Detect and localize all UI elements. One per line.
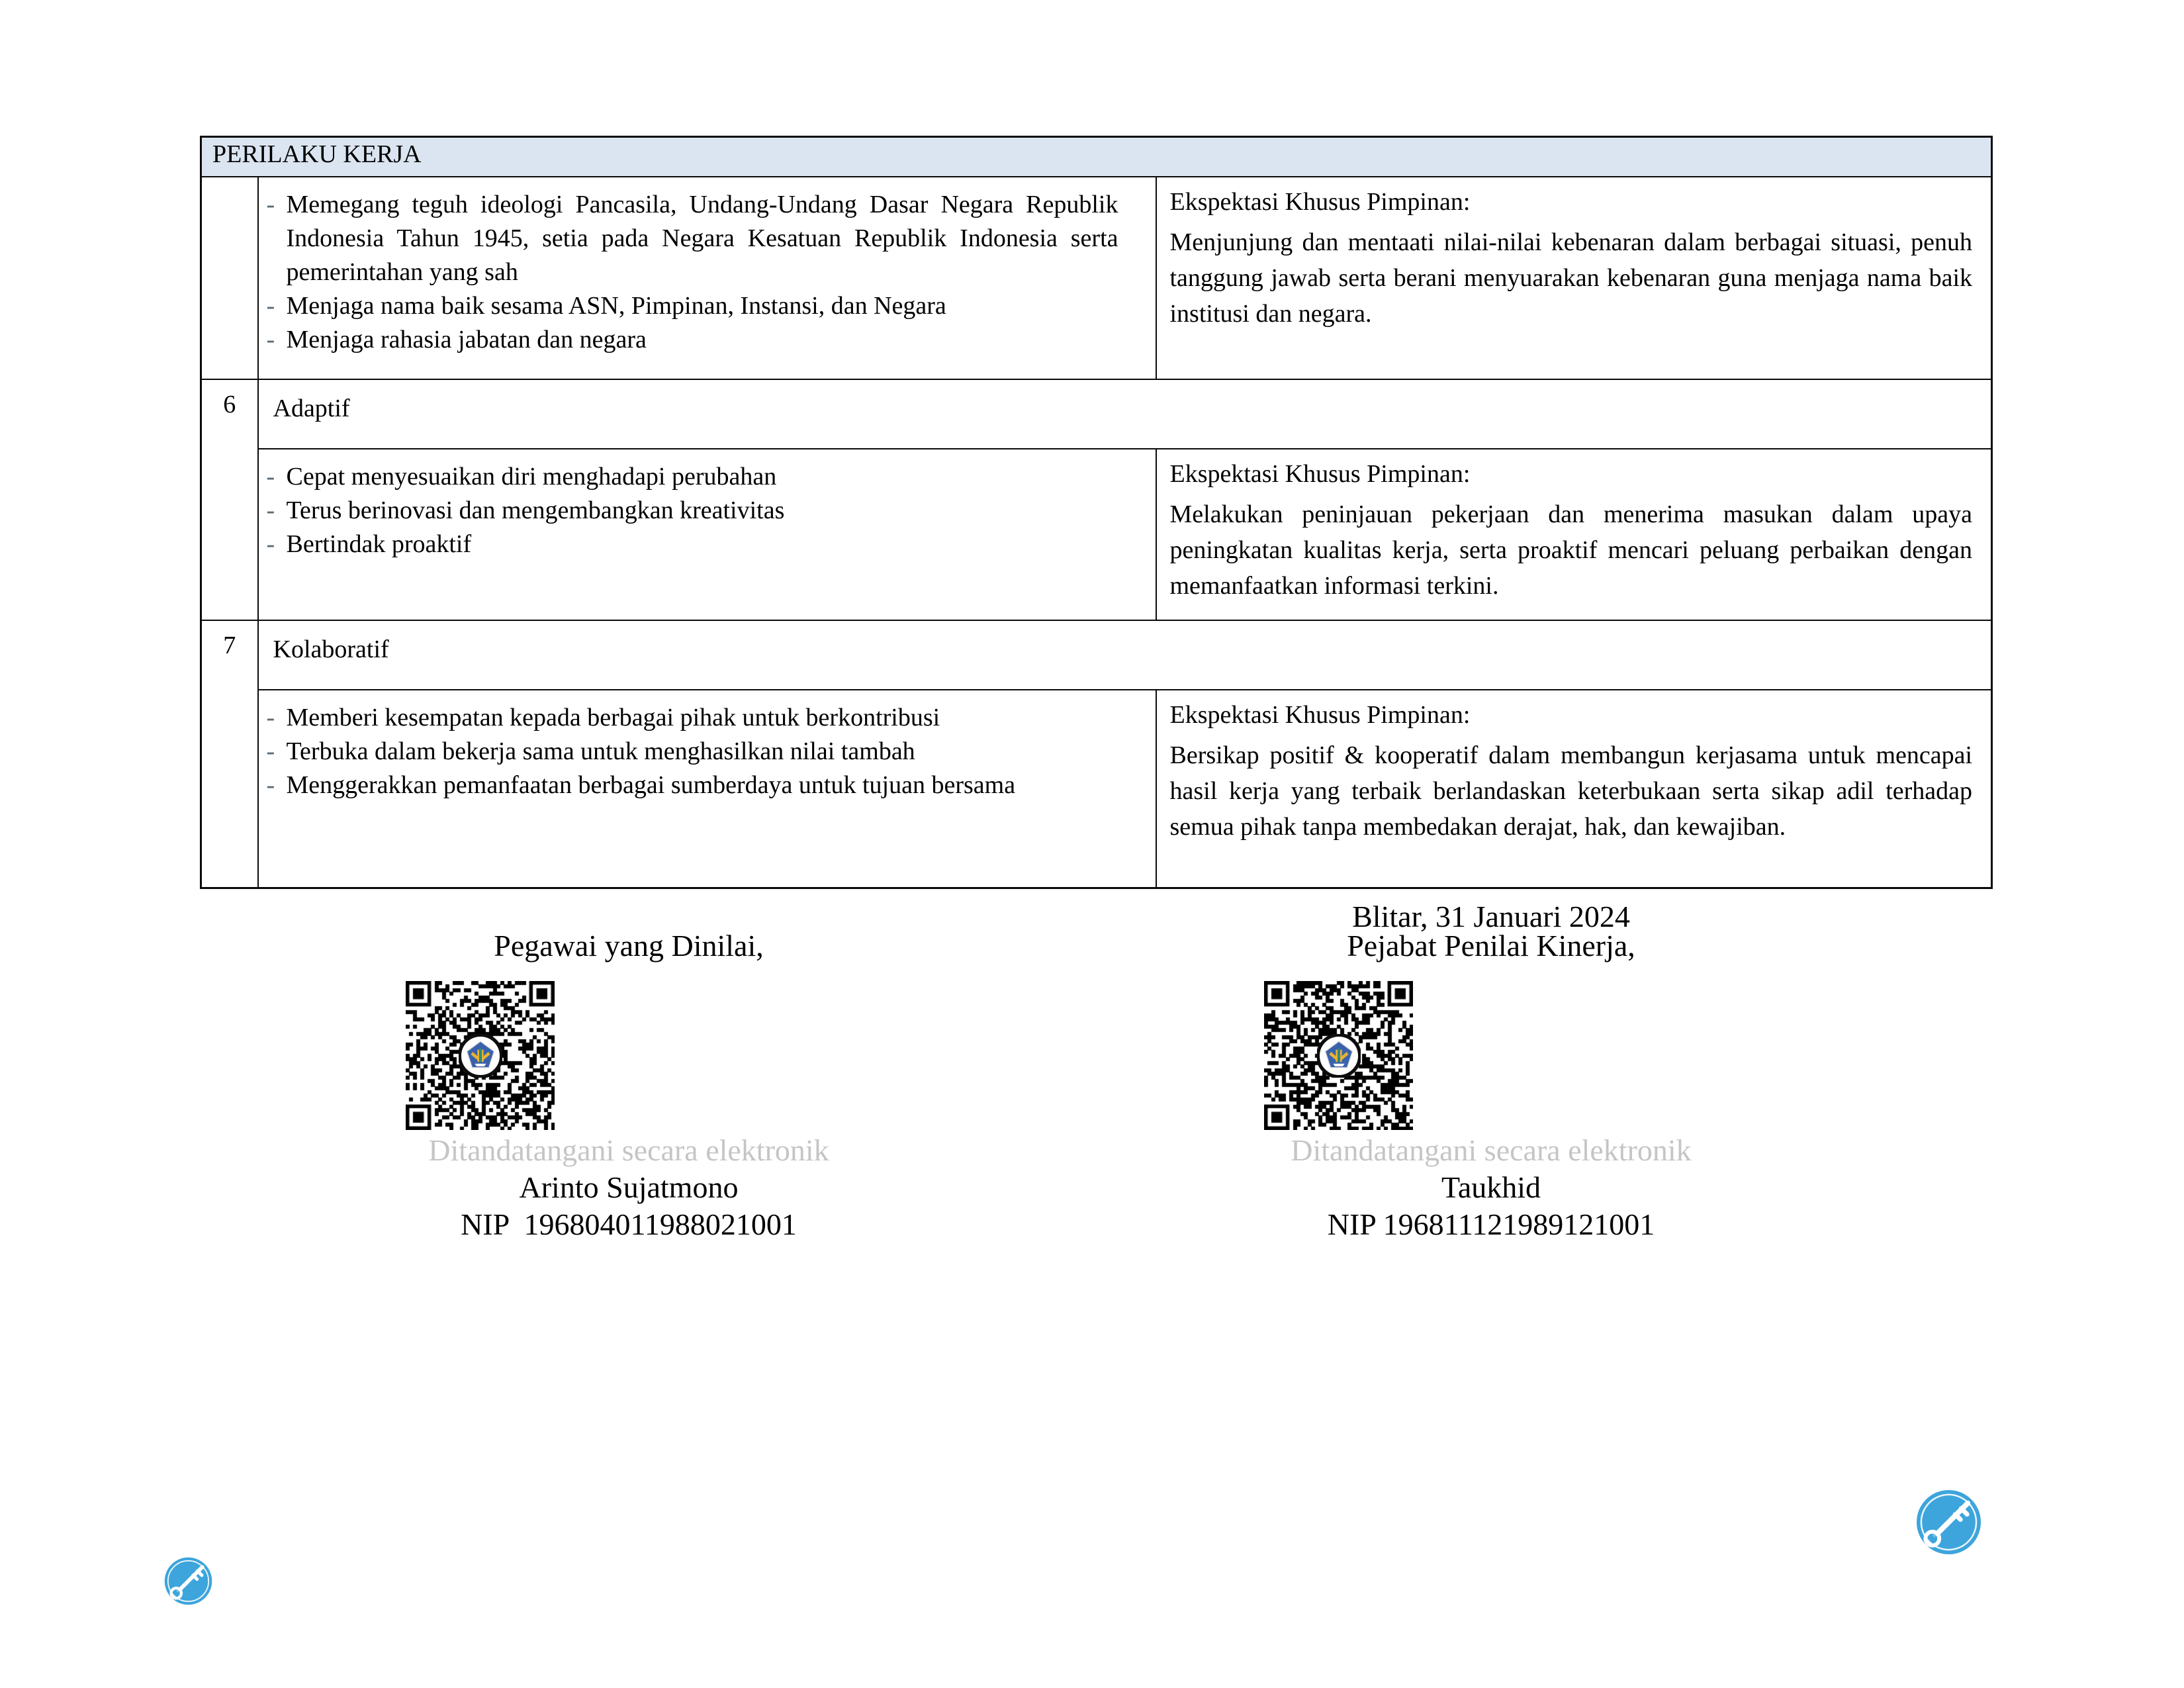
behavior-point bbox=[267, 289, 1118, 323]
behavior-point bbox=[267, 494, 1118, 528]
behavior-point bbox=[267, 188, 1118, 289]
behavior-title-cell: Adaptif bbox=[258, 379, 1992, 449]
bullet-dash-icon: - bbox=[266, 530, 275, 558]
behavior-point-text: Bertindak proaktif bbox=[286, 530, 472, 558]
qr-code-icon bbox=[1264, 981, 1413, 1130]
esign-note: Ditandatangani secara elektronik bbox=[1291, 1133, 1692, 1167]
qr-code-icon bbox=[406, 981, 555, 1130]
expectation-cell bbox=[1156, 177, 1992, 379]
signer-name: Taukhid bbox=[1441, 1170, 1541, 1204]
row-number-cell: 6 bbox=[201, 379, 258, 620]
bullet-dash-icon: - bbox=[266, 463, 275, 491]
esign-note: Ditandatangani secara elektronik bbox=[428, 1133, 829, 1167]
behavior-point bbox=[267, 735, 1118, 769]
behavior-point-text: Menggerakkan pemanfaatan berbagai sumberdaya untuk tujuan bersama bbox=[286, 771, 1016, 799]
bullet-dash-icon: - bbox=[266, 496, 275, 524]
bullet-dash-icon: - bbox=[266, 737, 275, 765]
table-row bbox=[201, 620, 1992, 690]
signer-nip: NIP 196811121989121001 bbox=[1327, 1207, 1655, 1241]
behavior-point-text: Menjaga nama baik sesama ASN, Pimpinan, Instansi, dan Negara bbox=[286, 292, 946, 320]
signer-nip: NIP 196804011988021001 bbox=[461, 1207, 797, 1241]
esign-key-logo-icon bbox=[164, 1557, 212, 1605]
table-row bbox=[201, 379, 1992, 449]
behavior-point-text: Menjaga rahasia jabatan dan negara bbox=[286, 326, 647, 353]
expectation-label: Ekspektasi Khusus Pimpinan: bbox=[1169, 701, 1471, 729]
behavior-points-cell bbox=[258, 690, 1156, 888]
kemenkeu-logo-icon bbox=[459, 1034, 502, 1078]
table-section-header: PERILAKU KERJA bbox=[201, 137, 1992, 177]
behavior-title-cell: Kolaboratif bbox=[258, 620, 1992, 690]
row-number-cell bbox=[201, 177, 258, 379]
signature-block-assessor bbox=[1226, 882, 1756, 1266]
kemenkeu-logo-icon bbox=[1317, 1034, 1361, 1078]
bullet-dash-icon: - bbox=[266, 292, 275, 320]
table-row bbox=[201, 690, 1992, 888]
row-number-cell: 7 bbox=[201, 620, 258, 888]
bullet-dash-icon: - bbox=[266, 326, 275, 353]
expectation-cell bbox=[1156, 690, 1992, 888]
signer-role: Pejabat Penilai Kinerja, bbox=[1347, 929, 1635, 962]
table-row bbox=[201, 177, 1992, 379]
behavior-point bbox=[267, 701, 1118, 735]
table-row bbox=[201, 449, 1992, 620]
expectation-text: Bersikap positif & kooperatif dalam membangun kerjasama untuk mencapai hasil kerja yang terbaik berlandaskan keterbukaan serta sikap adil terhadap semua pihak tanpa membedakan derajat, hak, dan kewajiban. bbox=[1169, 741, 1973, 841]
bullet-dash-icon: - bbox=[266, 704, 275, 731]
signer-name: Arinto Sujatmono bbox=[519, 1170, 739, 1204]
expectation-label: Ekspektasi Khusus Pimpinan: bbox=[1169, 188, 1471, 216]
expectation-text: Menjunjung dan mentaati nilai-nilai kebenaran dalam berbagai situasi, penuh tanggung jawab serta berani menyuarakan kebenaran guna menjaga nama baik institusi dan negara. bbox=[1169, 228, 1973, 328]
esign-key-logo-icon bbox=[1916, 1489, 1981, 1555]
expectation-cell bbox=[1156, 449, 1992, 620]
bullet-dash-icon: - bbox=[266, 771, 275, 799]
behavior-point-text: Terus berinovasi dan mengembangkan kreativitas bbox=[286, 496, 785, 524]
expectation-label: Ekspektasi Khusus Pimpinan: bbox=[1169, 460, 1471, 488]
behavior-point-text: Terbuka dalam bekerja sama untuk menghasilkan nilai tambah bbox=[286, 737, 915, 765]
behavior-point bbox=[267, 460, 1118, 494]
behavior-point bbox=[267, 323, 1118, 357]
behavior-point-text: Memberi kesempatan kepada berbagai pihak untuk berkontribusi bbox=[286, 704, 940, 731]
bullet-dash-icon: - bbox=[266, 191, 275, 218]
expectation-text: Melakukan peninjauan pekerjaan dan menerima masukan dalam upaya peningkatan kualitas kerja, serta proaktif mencari peluang perbaikan dengan memanfaatkan informasi terkini. bbox=[1169, 500, 1973, 600]
behavior-point-text: Cepat menyesuaikan diri menghadapi perubahan bbox=[286, 463, 777, 491]
behavior-point-text: Memegang teguh ideologi Pancasila, Undang-Undang Dasar Negara Republik Indonesia Tahun 1945, setia pada Negara Kesatuan Republik Indonesia serta pemerintahan yang sah bbox=[286, 191, 1118, 286]
behavior-point bbox=[267, 528, 1118, 561]
place-date: Blitar, 31 Januari 2024 bbox=[1352, 900, 1630, 933]
signature-block-employee bbox=[364, 882, 893, 1266]
behavior-points-cell bbox=[258, 449, 1156, 620]
behavior-point bbox=[267, 769, 1118, 802]
signer-role: Pegawai yang Dinilai, bbox=[494, 929, 764, 962]
perilaku-kerja-table bbox=[200, 136, 1993, 889]
behavior-points-cell bbox=[258, 177, 1156, 379]
